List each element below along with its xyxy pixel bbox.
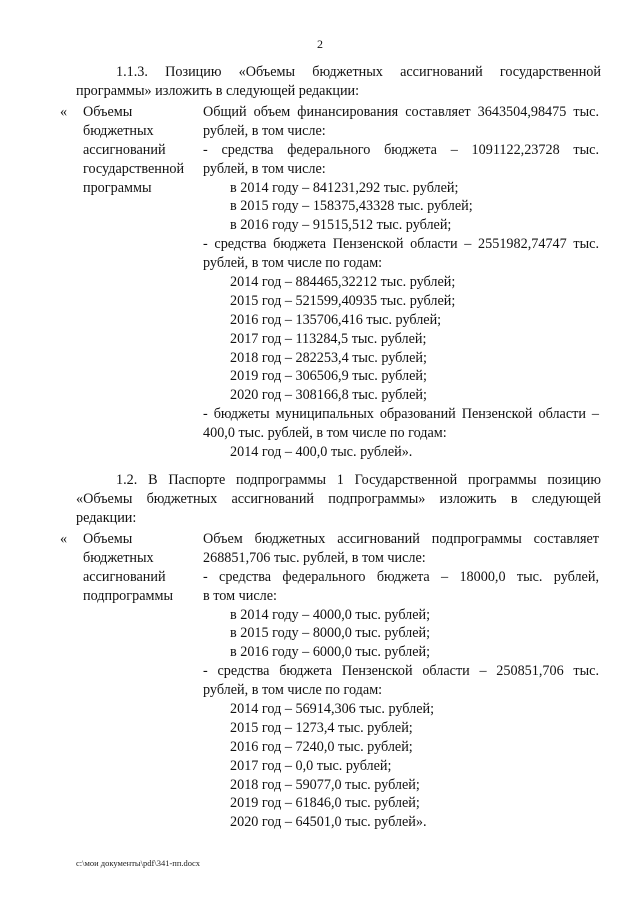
block-content-column xyxy=(203,103,599,462)
funding-year-line: 2015 год – 1273,4 тыс. рублей; xyxy=(230,719,413,736)
funding-year-line: 2018 год – 282253,4 тыс. рублей; xyxy=(230,349,427,366)
funding-year-line: 2015 год – 521599,40935 тыс. рублей; xyxy=(230,292,456,309)
funding-text-line: - средства бюджета Пензенской области – 250851,706 тыс. xyxy=(203,663,599,680)
funding-text-line: - бюджеты муниципальных образований Пензенской области – xyxy=(203,406,599,423)
funding-year-line: в 2016 году – 6000,0 тыс. рублей; xyxy=(230,644,431,661)
page-number: 2 xyxy=(317,37,323,51)
label-line: ассигнований xyxy=(83,568,166,585)
funding-year-line: 2014 год – 56914,306 тыс. рублей; xyxy=(230,701,435,718)
funding-year-line: 2014 год – 884465,32212 тыс. рублей; xyxy=(230,274,456,291)
label-line: ассигнований xyxy=(83,141,166,158)
funding-text-line: Общий объем финансирования составляет 3643504,98475 тыс. xyxy=(203,104,599,120)
funding-year-line: в 2014 году – 4000,0 тыс. рублей; xyxy=(230,606,431,623)
funding-text-line: рублей, в том числе по годам: xyxy=(203,682,383,699)
funding-year-line: в 2015 году – 8000,0 тыс. рублей; xyxy=(230,625,431,642)
funding-year-line: 2014 год – 400,0 тыс. рублей». xyxy=(230,444,413,461)
label-line: бюджетных xyxy=(83,122,154,139)
funding-text-line: рублей, в том числе: xyxy=(203,160,326,177)
section-1-1-3-line-2: программы» изложить в следующей редакции: xyxy=(76,82,360,99)
funding-year-line: 2017 год – 0,0 тыс. рублей; xyxy=(230,757,392,774)
label-line: Объемы xyxy=(83,531,133,547)
section-1-2-line-2: «Объемы бюджетных ассигнований подпрограммы» изложить в следующей xyxy=(76,490,601,507)
funding-text-line: 400,0 тыс. рублей, в том числе по годам: xyxy=(203,425,447,442)
block-content-column xyxy=(203,530,599,832)
footer-file-path: c:\мои документы\pdf\341-пп.docx xyxy=(76,858,201,868)
label-line: Объемы xyxy=(83,104,133,120)
funding-year-line: 2019 год – 306506,9 тыс. рублей; xyxy=(230,368,427,385)
label-line: программы xyxy=(83,179,152,196)
funding-text-line: рублей, в том числе по годам: xyxy=(203,255,383,272)
funding-text-line: - средства федерального бюджета – 1091122,23728 тыс. xyxy=(203,141,599,158)
section-1-2-line-3: редакции: xyxy=(76,509,137,526)
block-label-column xyxy=(83,103,208,197)
funding-year-line: 2017 год – 113284,5 тыс. рублей; xyxy=(230,330,427,347)
section-1-2-paragraph xyxy=(76,471,601,528)
funding-year-line: 2020 год – 64501,0 тыс. рублей». xyxy=(230,814,427,831)
funding-year-line: 2018 год – 59077,0 тыс. рублей; xyxy=(230,776,420,793)
funding-year-line: в 2015 году – 158375,43328 тыс. рублей; xyxy=(230,198,473,215)
block-label-column xyxy=(83,530,208,606)
funding-text-line: Объем бюджетных ассигнований подпрограммы составляет xyxy=(203,531,599,547)
funding-year-line: в 2016 году – 91515,512 тыс. рублей; xyxy=(230,217,452,234)
funding-text-line: рублей, в том числе: xyxy=(203,122,326,139)
funding-text-line: 268851,706 тыс. рублей, в том числе: xyxy=(203,549,426,566)
opening-quote-mark: « xyxy=(60,531,68,547)
funding-year-line: 2020 год – 308166,8 тыс. рублей; xyxy=(230,387,427,404)
opening-quote-mark: « xyxy=(60,104,68,120)
section-1-2-line-1: 1.2. В Паспорте подпрограммы 1 Государственной программы позицию xyxy=(116,472,601,488)
funding-text-line: в том числе: xyxy=(203,587,277,604)
section-1-1-3-line-1: 1.1.3. Позицию «Объемы бюджетных ассигнований государственной xyxy=(116,64,601,80)
section-1-1-3-paragraph xyxy=(76,63,601,101)
funding-year-line: 2019 год – 61846,0 тыс. рублей; xyxy=(230,795,420,812)
label-line: государственной xyxy=(83,160,185,177)
funding-year-line: в 2014 году – 841231,292 тыс. рублей; xyxy=(230,179,459,196)
funding-year-line: 2016 год – 7240,0 тыс. рублей; xyxy=(230,738,413,755)
funding-year-line: 2016 год – 135706,416 тыс. рублей; xyxy=(230,311,442,328)
label-line: подпрограммы xyxy=(83,587,173,604)
label-line: бюджетных xyxy=(83,549,154,566)
funding-text-line: - средства федерального бюджета – 18000,0 тыс. рублей, xyxy=(203,568,599,585)
funding-text-line: - средства бюджета Пензенской области – 2551982,74747 тыс. xyxy=(203,236,599,253)
